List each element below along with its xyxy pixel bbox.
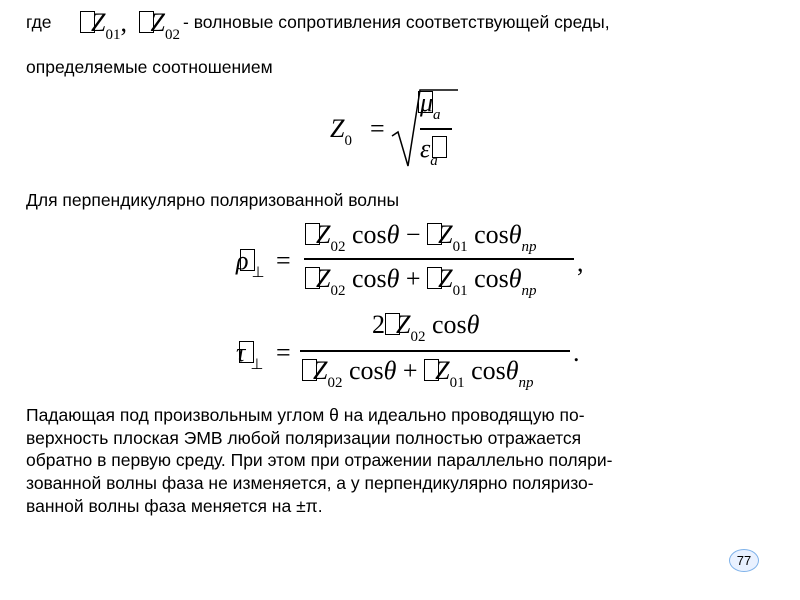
placeholder-box	[427, 267, 442, 289]
paragraph-reflection	[26, 404, 746, 518]
paragraph-line: верхность плоская ЭМВ любой поляризации полностью отражается	[26, 427, 582, 448]
text-where: где	[26, 12, 52, 32]
text-wave-impedance-description: - волновые сопротивления соответствующей среды,	[183, 12, 610, 32]
placeholder-box	[427, 223, 442, 245]
text-defined-by-relation: определяемые соотношением	[26, 57, 273, 77]
placeholder-box	[302, 359, 317, 381]
placeholder-box	[305, 267, 320, 289]
formula-z01-z02: $Z_{01}$, $Z_{02}$	[80, 10, 180, 36]
placeholder-box	[424, 359, 439, 381]
placeholder-box	[80, 11, 95, 33]
placeholder-box	[385, 313, 400, 335]
paragraph-line: обратно в первую среду. При этом при отражении параллельно поляри-	[26, 450, 613, 471]
placeholder-box	[305, 223, 320, 245]
placeholder-box	[139, 11, 154, 33]
paragraph-line: зованной волны фаза не изменяется, а у перпендикулярно поляризо-	[26, 473, 594, 494]
text-perpendicular-heading: Для перпендикулярно поляризованной волны	[26, 190, 400, 210]
page-number-badge: 77	[729, 549, 759, 572]
placeholder-box	[432, 136, 447, 158]
paragraph-line: Падающая под произвольным углом θ на идеально проводящую по-	[26, 405, 585, 425]
paragraph-line: ванной волны фаза меняется на ±π.	[26, 495, 323, 516]
